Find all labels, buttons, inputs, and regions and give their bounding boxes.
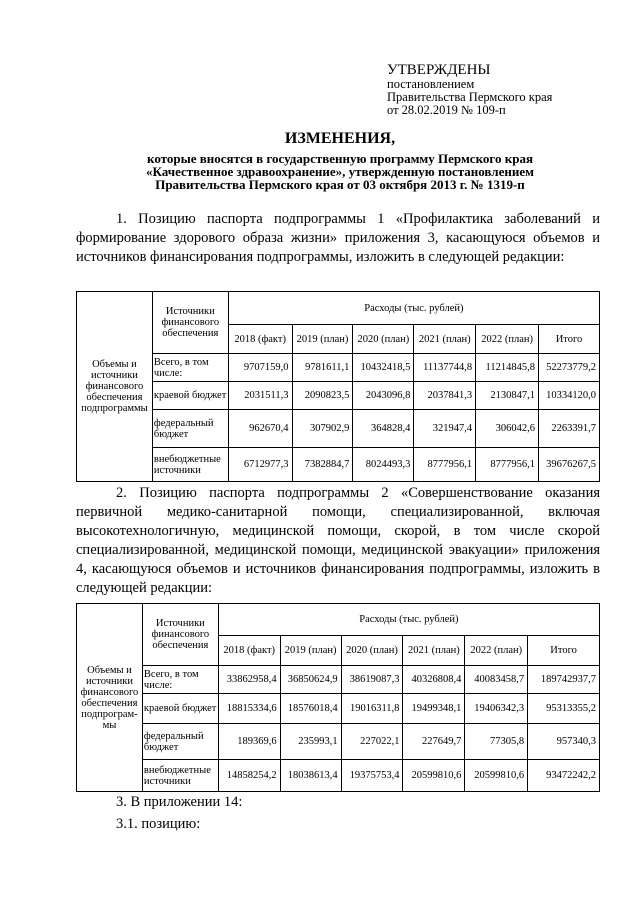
document-title [60,130,620,191]
table-source-header: Источники финансового обеспечения [142,604,218,666]
table-expenses-header: Расходы (тыс. рублей) [228,292,599,325]
cell-value: 20599810,6 [465,760,528,792]
cell-value: 2031511,3 [228,382,292,410]
cell-value: 364828,4 [353,410,414,448]
approval-line: постановлением [387,77,475,91]
cell-value: 11137744,8 [414,354,476,382]
cell-value: 9781611,1 [292,354,353,382]
year-header: 2018 (факт) [228,325,292,354]
table-row [77,694,600,724]
title-subline: которые вносятся в государственную программу Пермского края [147,151,533,166]
cell-value: 20599810,6 [403,760,465,792]
cell-value: 9707159,0 [228,354,292,382]
paragraph-2: 2. Позицию паспорта подпрограммы 2 «Совершенствование оказания первичной медико-санитарной помощи, специализированной, включая высокотехнологичную, медицинской помощи, скорой, в том числе скорой специализированной, медицинской помощи, медицинской эвакуации» приложения 4, касающуюся объемов и источников финансирования подпрограммы, изложить в следующей редакции: [76,485,600,596]
cell-value: 2037841,3 [414,382,476,410]
table-row [77,448,600,482]
year-header: 2020 (план) [353,325,414,354]
cell-value: 2090823,5 [292,382,353,410]
cell-value: 52273779,2 [539,354,600,382]
cell-value: 7382884,7 [292,448,353,482]
year-header: 2018 (факт) [218,636,280,666]
year-header: 2020 (план) [341,636,403,666]
cell-value: 77305,8 [465,724,528,760]
row-source: краевой бюджет [152,382,228,410]
year-header: Итого [539,325,600,354]
year-header: Итого [528,636,600,666]
table-row [77,410,600,448]
approval-line: Правительства Пермского края [387,90,553,104]
row-source: федеральный бюджет [152,410,228,448]
year-header: 2021 (план) [403,636,465,666]
cell-value: 18815334,6 [218,694,280,724]
cell-value: 227022,1 [341,724,403,760]
approval-block [387,62,637,117]
approval-heading: УТВЕРЖДЕНЫ [387,62,491,78]
cell-value: 18576018,4 [280,694,341,724]
cell-value: 8024493,3 [353,448,414,482]
cell-value: 321947,4 [414,410,476,448]
cell-value: 2263391,7 [539,410,600,448]
cell-value: 19375753,4 [341,760,403,792]
row-source: Всего, в том числе: [142,666,218,694]
cell-value: 227649,7 [403,724,465,760]
cell-value: 2043096,8 [353,382,414,410]
cell-value: 19406342,3 [465,694,528,724]
cell-value: 14858254,2 [218,760,280,792]
cell-value: 2130847,1 [476,382,539,410]
cell-value: 189369,6 [218,724,280,760]
table-row [77,382,600,410]
year-header: 2022 (план) [476,325,539,354]
cell-value: 38619087,3 [341,666,403,694]
paragraph-4: 3.1. позицию: [116,816,201,832]
cell-value: 962670,4 [228,410,292,448]
year-header: 2022 (план) [465,636,528,666]
cell-value: 40083458,7 [465,666,528,694]
cell-value: 307902,9 [292,410,353,448]
cell-value: 36850624,9 [280,666,341,694]
paragraph-3: 3. В приложении 14: [116,794,243,810]
cell-value: 8777956,1 [476,448,539,482]
cell-value: 19016311,8 [341,694,403,724]
row-source: внебюджетные источники [142,760,218,792]
year-header: 2019 (план) [292,325,353,354]
cell-value: 39676267,5 [539,448,600,482]
cell-value: 40326808,4 [403,666,465,694]
cell-value: 93472242,2 [528,760,600,792]
table-object-label: Объемы и источники финансового обеспечения подпрограммы [77,292,153,482]
table-row [77,354,600,382]
year-header: 2019 (план) [280,636,341,666]
financing-table-2 [76,603,600,792]
row-source: краевой бюджет [142,694,218,724]
table-row [77,724,600,760]
row-source: внебюджетные источники [152,448,228,482]
cell-value: 18038613,4 [280,760,341,792]
cell-value: 235993,1 [280,724,341,760]
title-subline: «Качественное здравоохранение», утвержденную постановлением [146,164,534,179]
financing-table-1 [76,291,600,482]
table-expenses-header: Расходы (тыс. рублей) [218,604,599,636]
paragraph-1: 1. Позицию паспорта подпрограммы 1 «Профилактика заболеваний и формирование здорового образа жизни» приложения 3, касающуюся объемов и источников финансирования подпрограммы, изложить в следующей редакции: [76,211,600,265]
row-source: Всего, в том числе: [152,354,228,382]
table-object-label: Объемы и источники финансового обеспечения подпрограм-мы [77,604,143,792]
year-header: 2021 (план) [414,325,476,354]
cell-value: 11214845,8 [476,354,539,382]
cell-value: 33862958,4 [218,666,280,694]
cell-value: 6712977,3 [228,448,292,482]
cell-value: 957340,3 [528,724,600,760]
title-main: ИЗМЕНЕНИЯ, [284,130,396,147]
cell-value: 95313355,2 [528,694,600,724]
table-row [77,760,600,792]
row-source: федеральный бюджет [142,724,218,760]
table-row [77,666,600,694]
cell-value: 19499348,1 [403,694,465,724]
cell-value: 10432418,5 [353,354,414,382]
cell-value: 306042,6 [476,410,539,448]
approval-line: от 28.02.2019 № 109-п [387,103,506,117]
cell-value: 10334120,0 [539,382,600,410]
cell-value: 189742937,7 [528,666,600,694]
table-source-header: Источники финансового обеспечения [152,292,228,354]
title-subline: Правительства Пермского края от 03 октября 2013 г. № 1319-п [155,177,525,192]
cell-value: 8777956,1 [414,448,476,482]
